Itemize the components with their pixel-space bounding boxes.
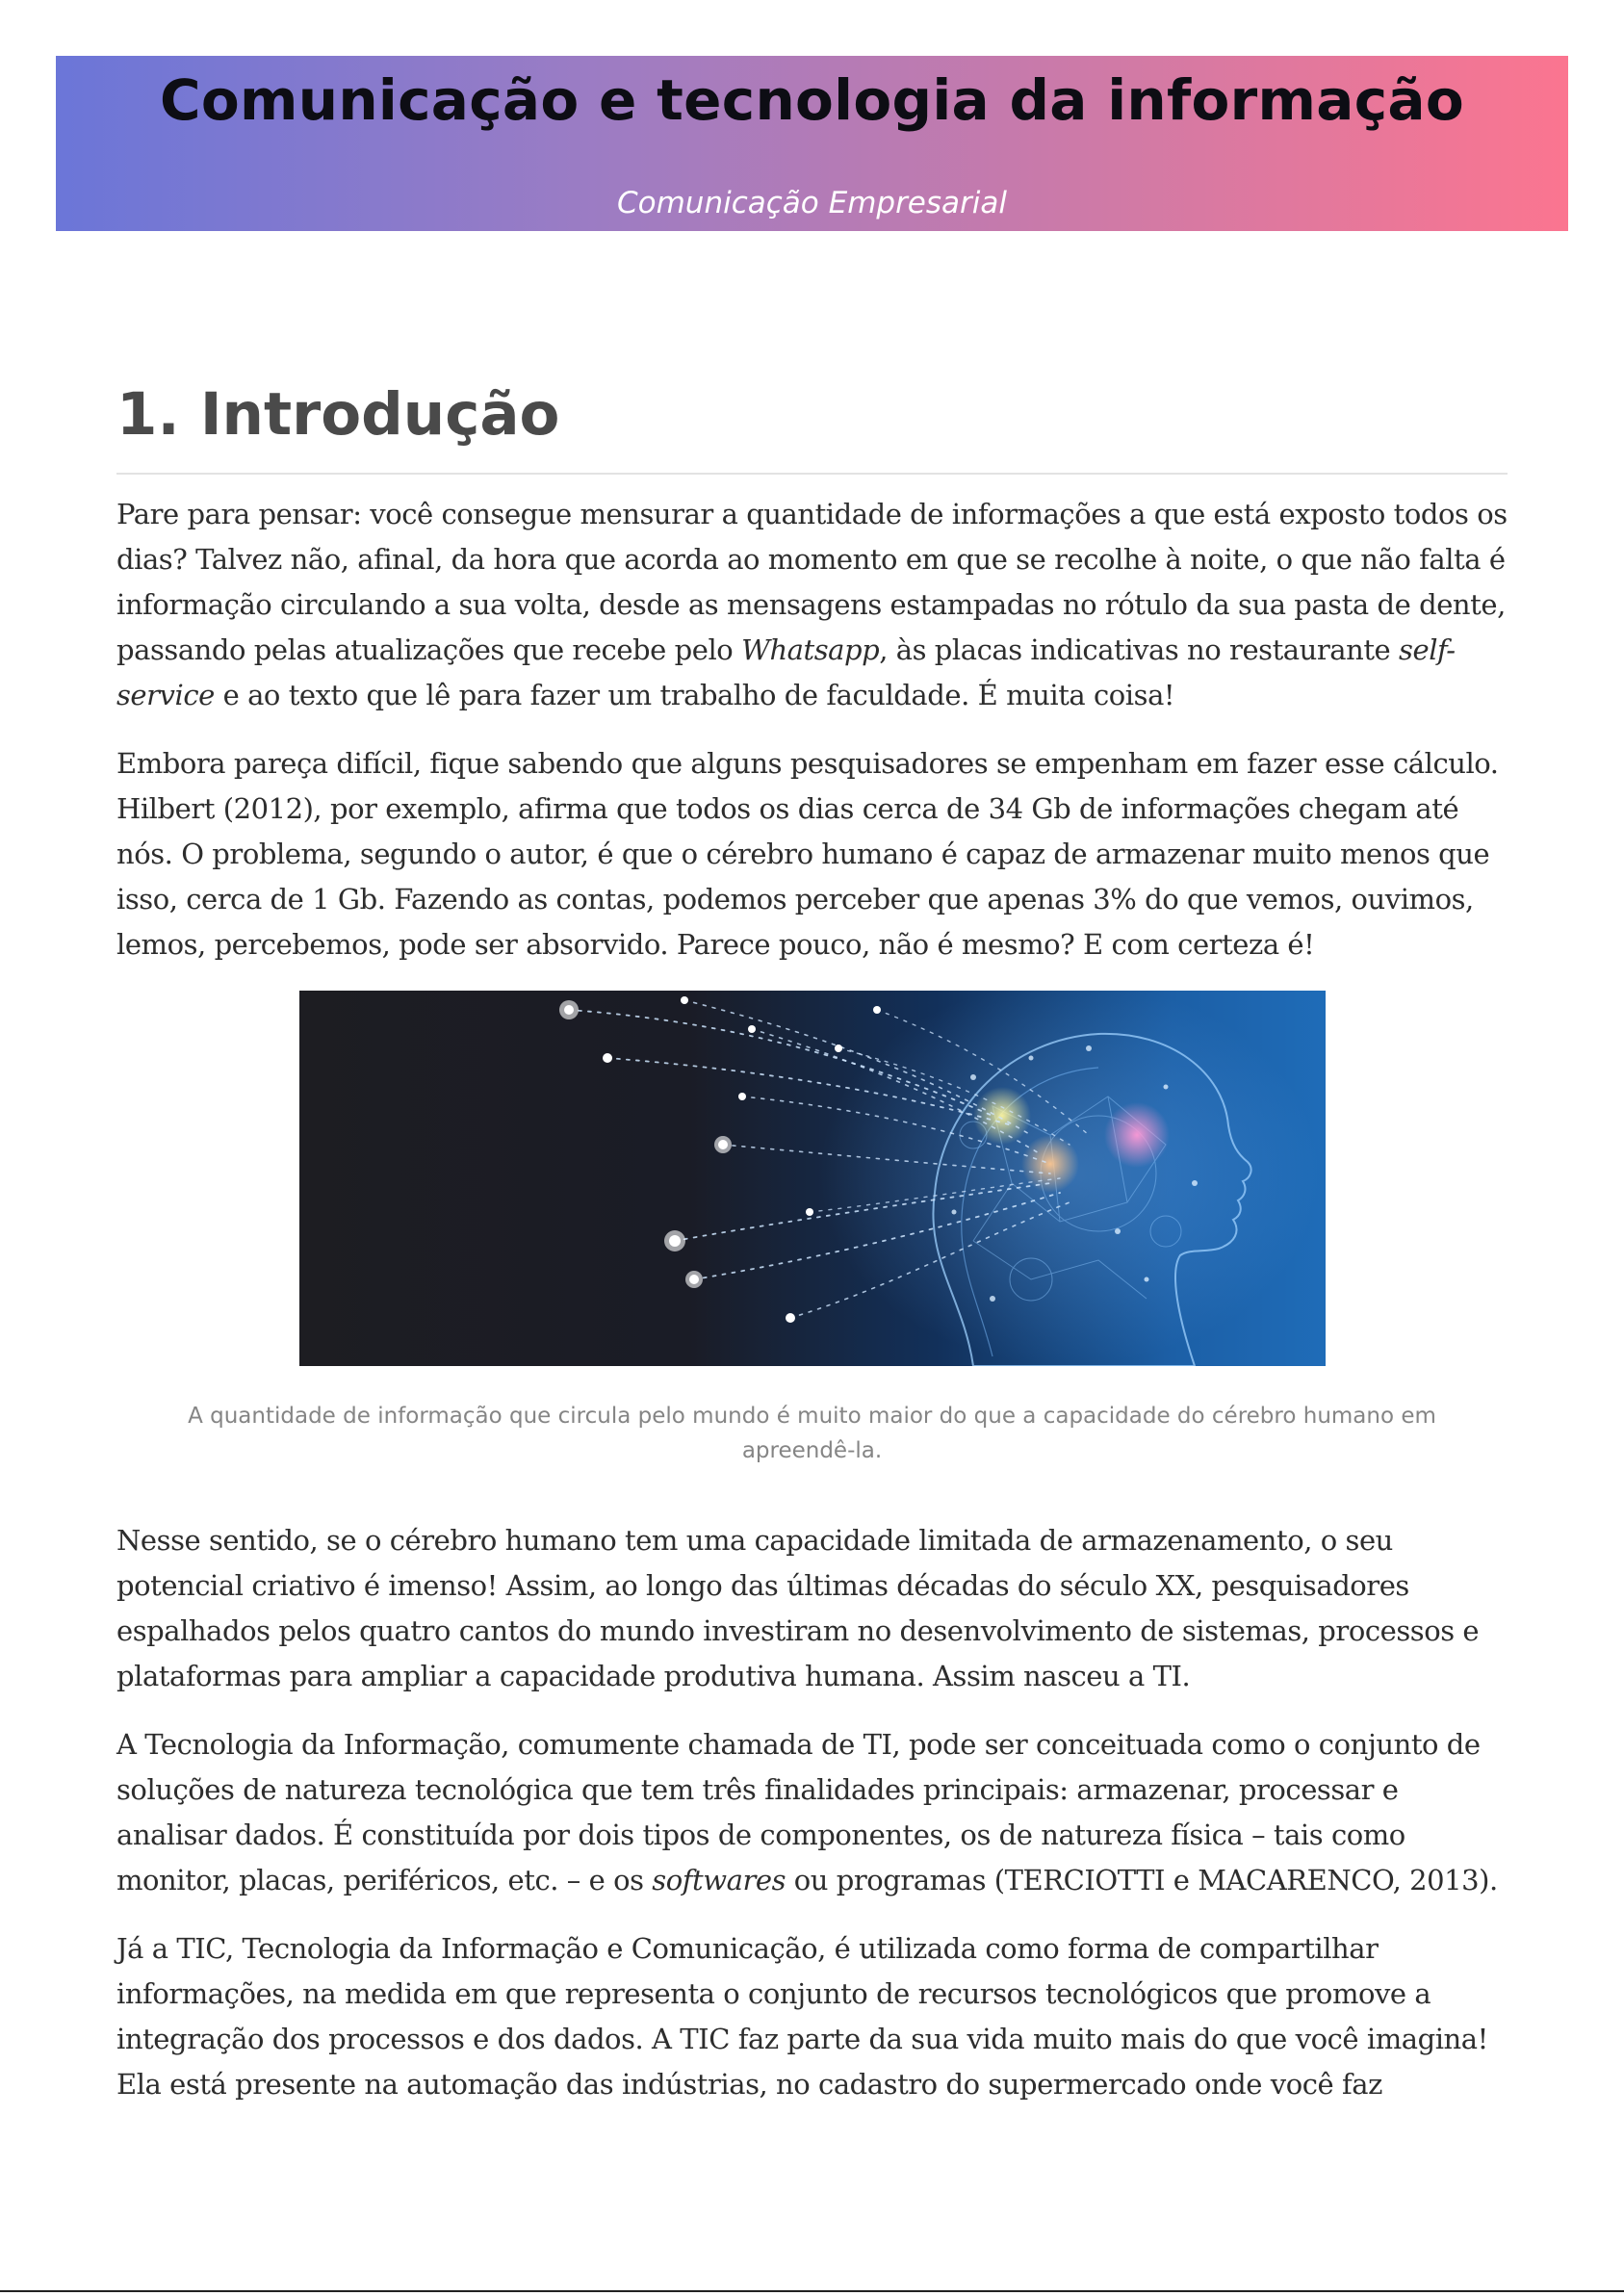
paragraph-1-self-service: self-service — [116, 633, 1456, 712]
paragraph-1 — [116, 492, 1508, 718]
paragraph-3: Nesse sentido, se o cérebro humano tem uma capacidade limitada de armazenamento, o seu potencial criativo é imenso! Assim, ao longo das últimas décadas do século XX, pesquisadores espalhados pelos quatro cantos do mundo investiram no desenvolvimento de sistemas, processos e plataformas para ampliar a capacidade produtiva humana. Assim nasceu a TI. — [116, 1524, 1480, 1693]
paragraph-1-part-c: , às placas indicativas no restaurante — [879, 633, 1400, 667]
figure — [116, 991, 1508, 1468]
section-heading: 1. Introdução — [116, 380, 560, 449]
figure-caption: A quantidade de informação que circula pelo mundo é muito maior do que a capacidade do cérebro humano em apreendê-la. — [188, 1404, 1436, 1464]
paragraph-1-whatsapp: Whatsapp — [741, 633, 880, 667]
paragraph-4 — [116, 1722, 1508, 1903]
paragraph-4-part-c: ou programas (TERCIOTTI e MACARENCO, 2013). — [786, 1864, 1498, 1897]
paragraph-1-part-a: Pare para pensar: você consegue mensurar a quantidade de informações a que está exposto todos os dias? Talvez não, afinal, da hora que acorda ao momento em que se recolhe à noite, o que não falta é informação circulando a sua volta, desde as mensagens estampadas no rótulo da sua pasta de dente, passando pelas atualizações que recebe pelo — [116, 498, 1508, 667]
paragraph-2: Embora pareça difícil, fique sabendo que alguns pesquisadores se empenham em fazer esse cálculo. Hilbert (2012), por exemplo, afirma que todos os dias cerca de 34 Gb de informações chegam até nós. O problema, segundo o autor, é que o cérebro humano é capaz de armazenar muito menos que isso, cerca de 1 Gb. Fazendo as contas, podemos perceber que apenas 3% do que vemos, ouvimos, lemos, percebemos, pode ser absorvido. Parece pouco, não é mesmo? E com certeza é! — [116, 747, 1499, 962]
paragraph-1-part-e: e ao texto que lê para fazer um trabalho de faculdade. É muita coisa! — [214, 679, 1175, 712]
paragraph-4-softwares: softwares — [652, 1864, 786, 1897]
paragraph-4-part-a: A Tecnologia da Informação, comumente chamada de TI, pode ser conceituada como o conjunto de soluções de natureza tecnológica que tem três finalidades principais: armazenar, processar e analisar dados. É constituída por dois tipos de componentes, os de natureza física – tais como monitor, placas, periféricos, etc. – e os — [116, 1728, 1481, 1897]
page-bottom-rule — [0, 2290, 1624, 2292]
title-banner — [56, 56, 1568, 231]
main-content — [116, 375, 1508, 2130]
digital-brain-head-illustration-icon — [299, 991, 1326, 1366]
document-title: Comunicação e tecnologia da informação — [159, 67, 1464, 133]
document-subtitle: Comunicação Empresarial — [616, 186, 1007, 220]
paragraph-5: Já a TIC, Tecnologia da Informação e Comunicação, é utilizada como forma de compartilhar informações, na medida em que representa o conjunto de recursos tecnológicos que promove a integração dos processos e dos dados. A TIC faz parte da sua vida muito mais do que você imagina! Ela está presente na automação das indústrias, no cadastro do supermercado onde você faz — [116, 1932, 1488, 2102]
heading-divider — [116, 473, 1508, 475]
